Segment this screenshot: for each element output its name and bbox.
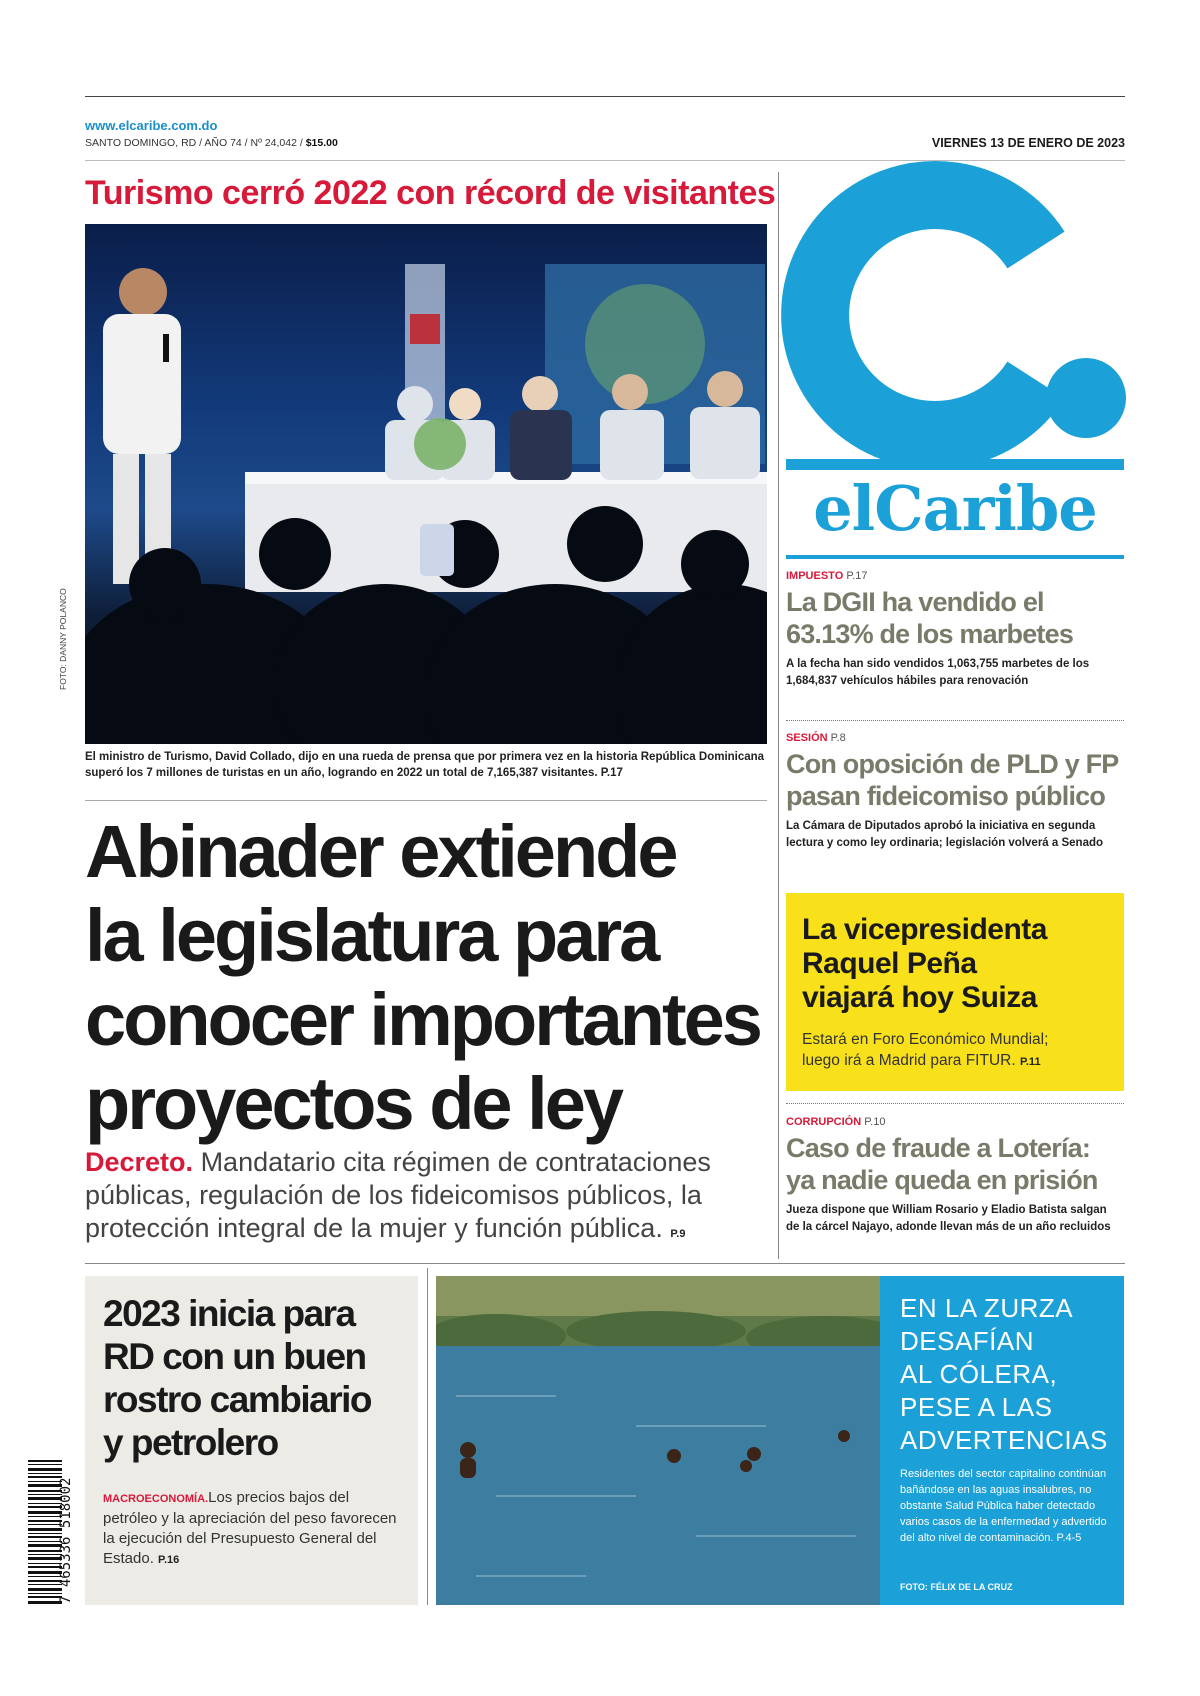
edition-info: SANTO DOMINGO, RD / AÑO 74 / Nº 24,042 / (85, 137, 303, 149)
barcode-bars (28, 1460, 62, 1605)
headline-line: RD con un buen (103, 1336, 366, 1377)
body-line: Jueza dispone que William Rosario y Eladio Batista salgan (786, 1204, 1107, 1216)
site-url[interactable]: www.elcaribe.com.do (85, 118, 218, 133)
economy-headline (103, 1292, 371, 1464)
headline-line: pasan fideicomiso público (786, 781, 1106, 811)
top-story-headline[interactable]: Turismo cerró 2022 con récord de visitantes (85, 174, 776, 212)
kicker-page: P.8 (830, 732, 846, 744)
main-headline[interactable] (85, 810, 785, 1146)
sidebar-kicker (786, 570, 1126, 582)
headline-line: viajará hoy Suiza (802, 981, 1037, 1014)
sidebar-story-session[interactable] (786, 732, 1126, 852)
headline-line: 2023 inicia para (103, 1293, 355, 1334)
kicker-page: P.10 (864, 1116, 886, 1128)
logo-c-icon[interactable] (778, 150, 1130, 470)
sidebar-headline (786, 748, 1126, 812)
barcode-number: 7 465336 518002 (58, 1477, 74, 1604)
press-conference-illustration (85, 224, 767, 744)
logo-c-graphic (778, 150, 1130, 470)
headline-line: AL CÓLERA, (900, 1359, 1058, 1389)
main-headline-line: Abinader extiende (85, 810, 676, 893)
cholera-body (900, 1466, 1115, 1546)
headline-line: Con oposición de PLD y FP (786, 749, 1119, 779)
logo-bar (786, 459, 1124, 470)
body-line: luego irá a Madrid para FITUR. (802, 1052, 1016, 1069)
sidebar-headline (786, 586, 1126, 650)
barcode (28, 1460, 62, 1605)
body-line: A la fecha han sido vendidos 1,063,755 marbetes de los (786, 658, 1090, 670)
kicker-page: P.17 (846, 570, 868, 582)
economy-kicker: MACROECONOMÍA. (103, 1493, 209, 1505)
kicker-label: IMPUESTO (786, 570, 844, 582)
sidebar-kicker (786, 732, 1126, 744)
cholera-photo-credit: FOTO: FÉLIX DE LA CRUZ (900, 1582, 1013, 1592)
main-headline-line: proyectos de ley (85, 1062, 622, 1145)
economy-body (103, 1488, 403, 1570)
body-line-with-ref (802, 1050, 1112, 1073)
sidebar-kicker (786, 1116, 1126, 1128)
headline-line: La vicepresidenta (802, 913, 1047, 946)
body-line: 1,684,837 vehículos hábiles para renovación (786, 675, 1029, 687)
headline-line: PESE A LAS (900, 1392, 1053, 1422)
economy-text: Los precios bajos del petróleo y la apreciación del peso favorecen la ejecución del Presupuesto General del Estado. (103, 1489, 397, 1567)
vicepresident-box[interactable] (786, 893, 1124, 1091)
bottom-section-rule (85, 1263, 1125, 1264)
headline-line: y petrolero (103, 1422, 278, 1463)
headline-line: EN LA ZURZA (900, 1293, 1074, 1323)
headline-line: ya nadie queda en prisión (786, 1165, 1098, 1195)
main-headline-line: la legislatura para (85, 894, 658, 977)
photo-credit: FOTO: DANNY POLANCO (58, 588, 68, 690)
body-line: lectura y como ley ordinaria; legislación volverá a Senado (786, 837, 1104, 849)
sidebar-body (786, 1202, 1126, 1236)
headline-line: ADVERTENCIAS (900, 1425, 1108, 1455)
main-headline-line: conocer importantes (85, 978, 760, 1061)
sidebar-story-corruption[interactable] (786, 1116, 1126, 1236)
body-line: Estará en Foro Económico Mundial; (802, 1031, 1049, 1048)
headline-line: 63.13% de los marbetes (786, 619, 1074, 649)
economy-box[interactable] (85, 1276, 418, 1605)
top-rule (85, 96, 1125, 97)
photo-caption: El ministro de Turismo, David Collado, dijo en una rueda de prensa que por primera vez en la historia República Dominicana superó los 7 millones de turistas en un año, logrando en 2022 un total de 7,165,387 visitantes. P.17 (85, 751, 765, 779)
body-line: La Cámara de Diputados aprobó la iniciativa en segunda (786, 820, 1096, 832)
price: $15.00 (305, 137, 338, 149)
headline-line: Raquel Peña (802, 947, 977, 980)
main-deck-text: Mandatario cita régimen de contrataciones públicas, regulación de los fideicomisos públicos, la protección integral de la mujer y función pública. (85, 1147, 711, 1243)
press-conference-photo (85, 224, 767, 744)
page-ref: P.4-5 (1056, 1532, 1082, 1544)
kicker-label: SESIÓN (786, 732, 828, 744)
headline-line: DESAFÍAN (900, 1326, 1035, 1356)
body-line: de la cárcel Najayo, adonde llevan más de un año recluidos (786, 1221, 1111, 1233)
yellow-body (802, 1029, 1112, 1073)
page-ref: P.11 (1019, 1056, 1041, 1068)
edition-meta (85, 137, 338, 149)
sidebar-body (786, 818, 1126, 852)
dotted-divider (786, 720, 1124, 721)
headline-line: rostro cambiario (103, 1379, 371, 1420)
main-deck-lead: Decreto. (85, 1147, 194, 1177)
logo-underline (786, 555, 1124, 559)
bottom-column-divider (427, 1268, 428, 1605)
kicker-label: CORRUPCIÓN (786, 1116, 862, 1128)
caption-rule (85, 800, 767, 801)
cholera-text: Residentes del sector capitalino continúan bañándose en las aguas insalubres, no obstante Salud Pública haber detectado varios casos de la enfermedad y advertido del alto nivel de contaminación. (900, 1468, 1107, 1544)
yellow-headline (802, 913, 1047, 1015)
main-page-ref: P.9 (670, 1228, 686, 1240)
headline-line: Caso de fraude a Lotería: (786, 1133, 1091, 1163)
swimmers-photo (436, 1276, 880, 1605)
main-deck (85, 1146, 775, 1251)
masthead-name[interactable]: elCaribe (813, 472, 1097, 545)
sidebar-body (786, 656, 1126, 690)
sidebar-headline (786, 1132, 1126, 1196)
cholera-headline (900, 1292, 1108, 1457)
sidebar-story-tax[interactable] (786, 570, 1126, 690)
headline-line: La DGII ha vendido el (786, 587, 1044, 617)
river-illustration (436, 1276, 880, 1605)
cholera-box[interactable] (880, 1276, 1124, 1605)
dotted-divider (786, 1103, 1124, 1104)
issue-date: VIERNES 13 DE ENERO DE 2023 (931, 136, 1125, 150)
page-ref: P.16 (158, 1554, 180, 1566)
